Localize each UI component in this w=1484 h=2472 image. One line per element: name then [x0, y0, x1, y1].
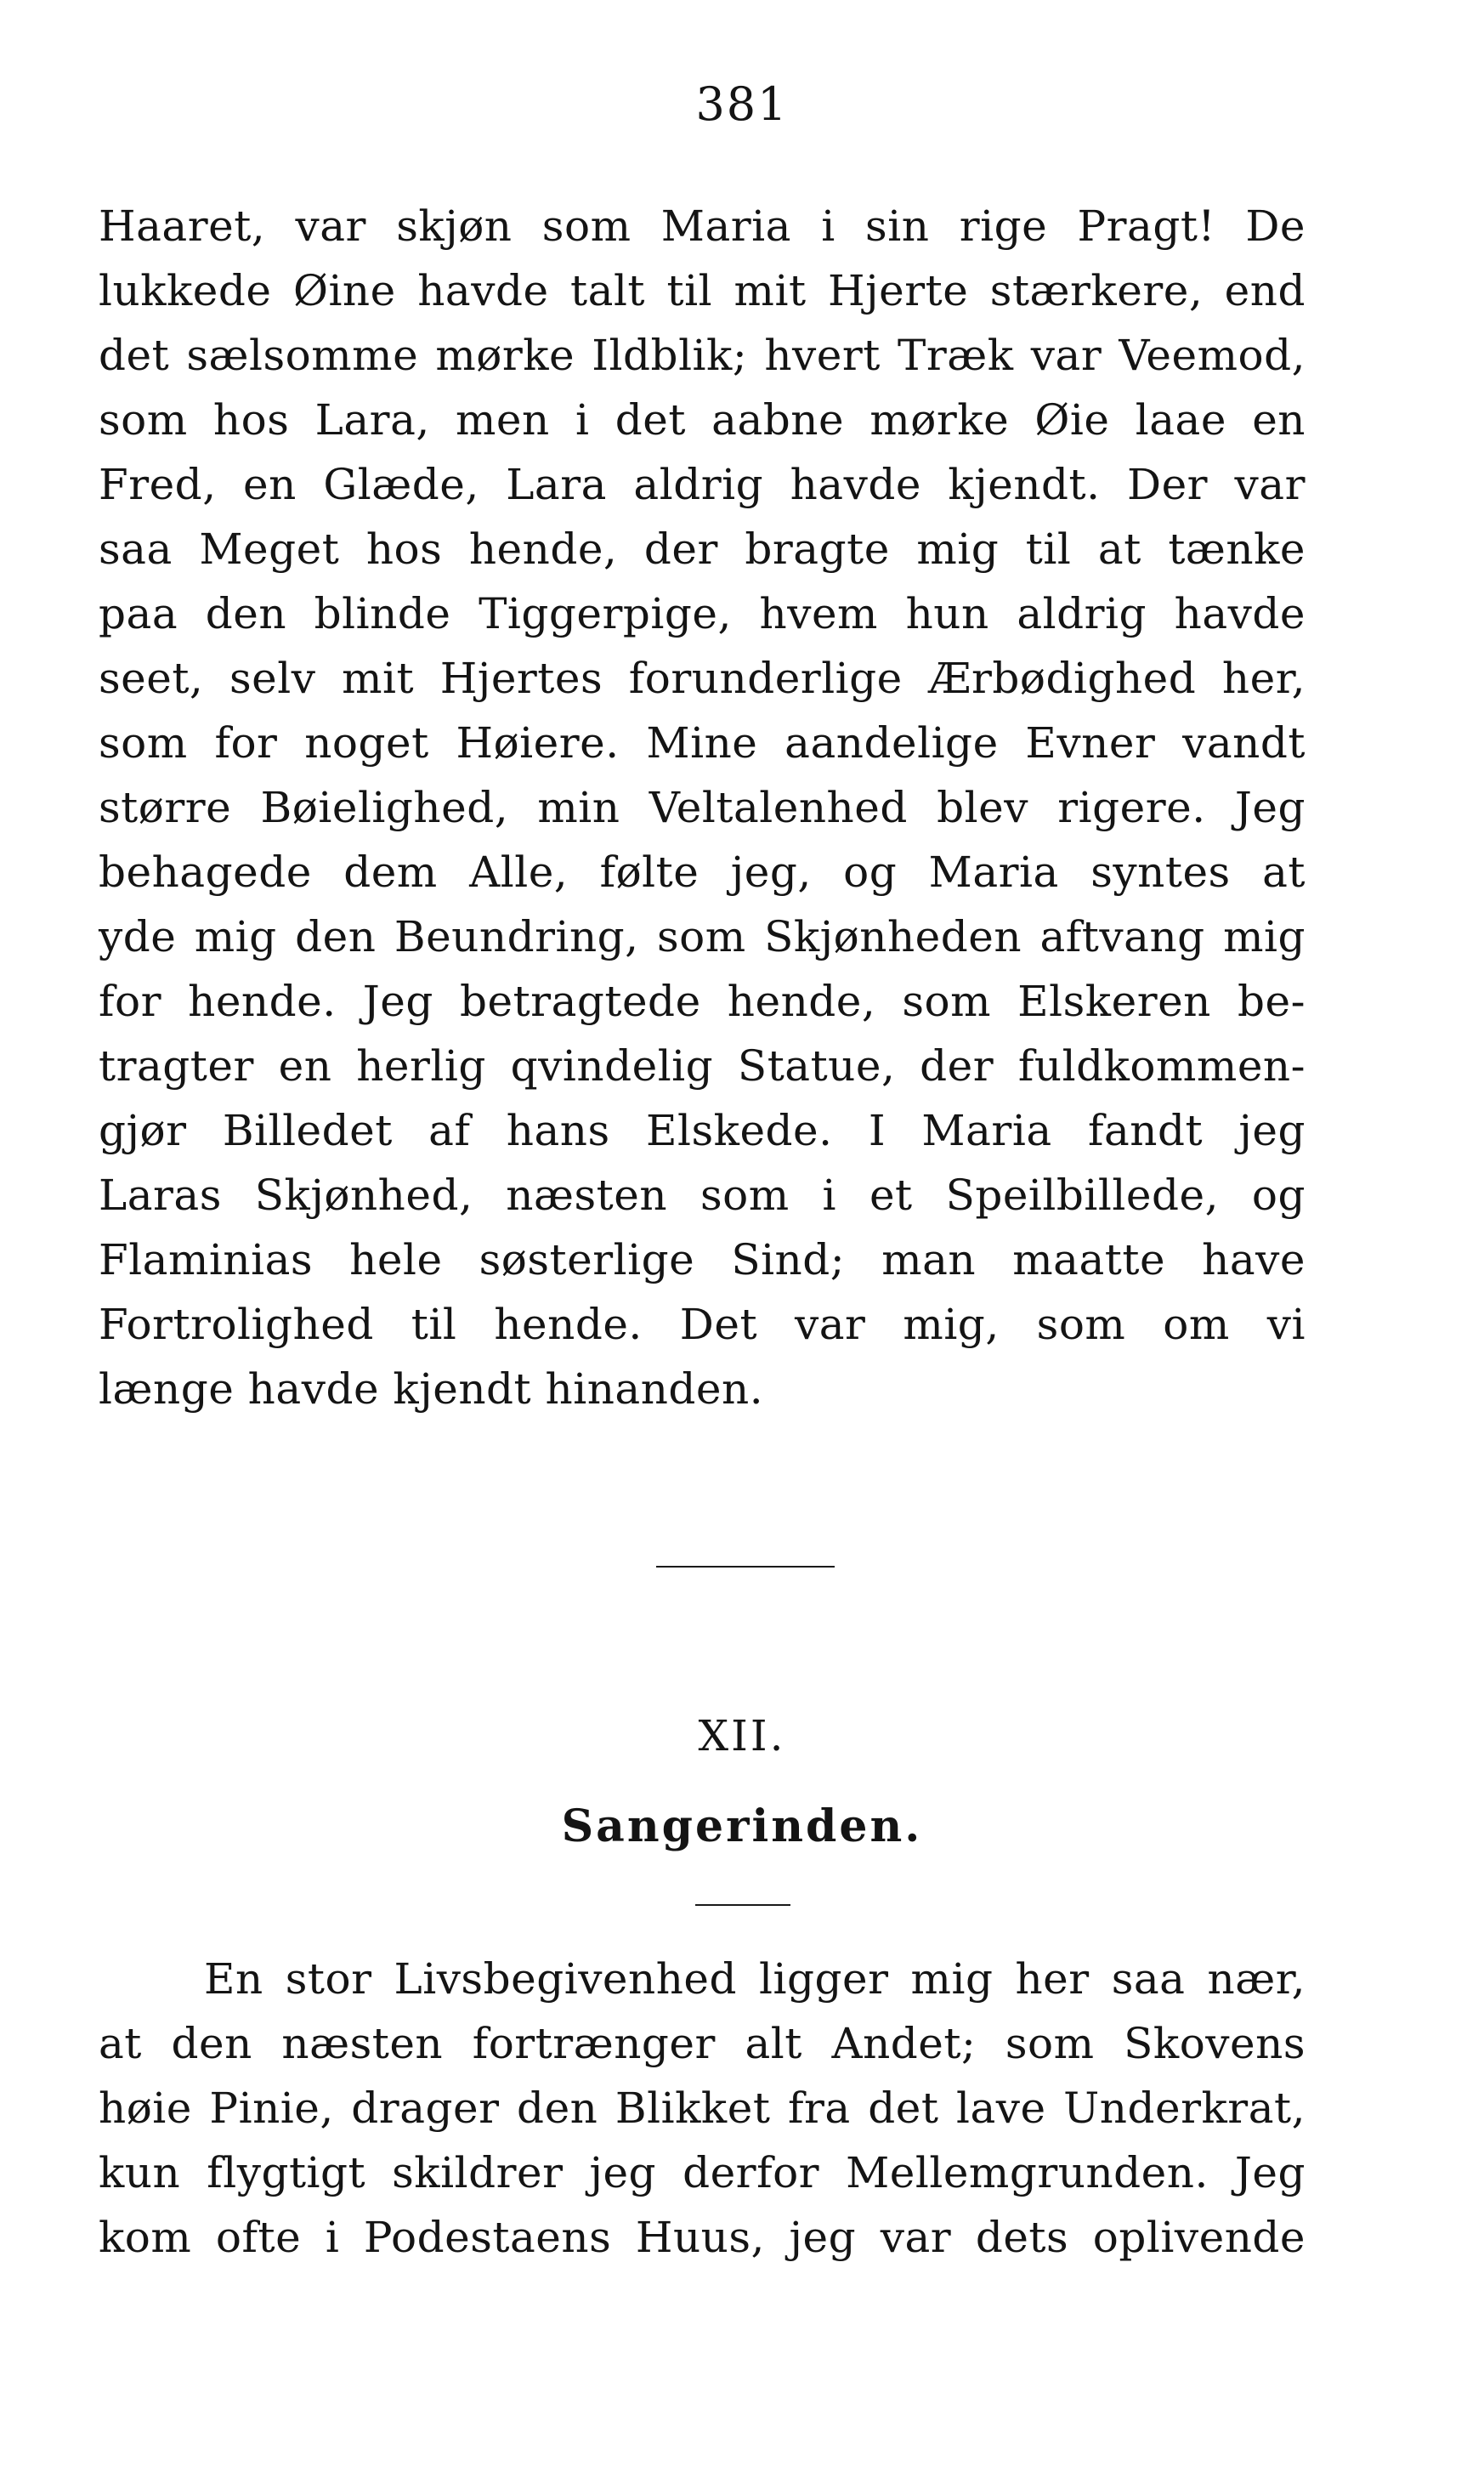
text-line: kun flygtigt skildrer jeg derfor Mellemgrunden. Jeg — [99, 2148, 1306, 2197]
text-line: yde mig den Beundring, som Skjønheden aftvang mig — [99, 912, 1306, 961]
paragraph-continued — [99, 194, 1306, 1421]
text-line: Haaret, var skjøn som Maria i sin rige Pragt! De — [99, 201, 1306, 251]
text-line: som hos Lara, men i det aabne mørke Øie laae en — [99, 395, 1306, 445]
text-line: paa den blinde Tiggerpige, hvem hun aldrig havde — [99, 589, 1306, 638]
page-number: 381 — [695, 77, 789, 131]
text-line: kom ofte i Podestaens Huus, jeg var dets oplivende — [99, 2213, 1306, 2262]
chapter-title: Sangerinden. — [561, 1800, 923, 1852]
text-line: Flaminias hele søsterlige Sind; man maatte have — [99, 1235, 1306, 1284]
text-line: det sælsomme mørke Ildblik; hvert Træk var Veemod, — [99, 331, 1306, 380]
text-line: tragter en herlig qvindelig Statue, der fuldkommen- — [99, 1041, 1306, 1091]
text-line: at den næsten fortrænger alt Andet; som Skovens — [99, 2019, 1306, 2068]
text-line: saa Meget hos hende, der bragte mig til at tænke — [99, 524, 1306, 574]
text-line: En stor Livsbegivenhed ligger mig her saa nær, — [204, 1954, 1306, 2004]
text-line: Fortrolighed til hende. Det var mig, som om vi — [99, 1300, 1306, 1349]
title-divider — [695, 1904, 790, 1906]
text-line: høie Pinie, drager den Blikket fra det lave Underkrat, — [99, 2084, 1306, 2133]
text-line: som for noget Høiere. Mine aandelige Evner vandt — [99, 718, 1306, 768]
paragraph-chapter-start — [99, 1947, 1306, 2270]
text-line: for hende. Jeg betragtede hende, som Elskeren be- — [99, 977, 1306, 1026]
section-divider — [656, 1566, 835, 1568]
text-line: lukkede Øine havde talt til mit Hjerte stærkere, end — [99, 266, 1306, 315]
text-line: gjør Billedet af hans Elskede. I Maria fandt jeg — [99, 1106, 1306, 1155]
text-line: Fred, en Glæde, Lara aldrig havde kjendt. Der var — [99, 460, 1306, 509]
text-line: seet, selv mit Hjertes forunderlige Ærbødighed her, — [99, 654, 1306, 703]
text-line: Laras Skjønhed, næsten som i et Speilbillede, og — [99, 1171, 1306, 1220]
text-line: større Bøielighed, min Veltalenhed blev rigere. Jeg — [99, 783, 1306, 832]
text-line: behagede dem Alle, følte jeg, og Maria syntes at — [99, 848, 1306, 897]
chapter-number: XII. — [698, 1711, 786, 1760]
text-line: længe havde kjendt hinanden. — [99, 1364, 764, 1414]
